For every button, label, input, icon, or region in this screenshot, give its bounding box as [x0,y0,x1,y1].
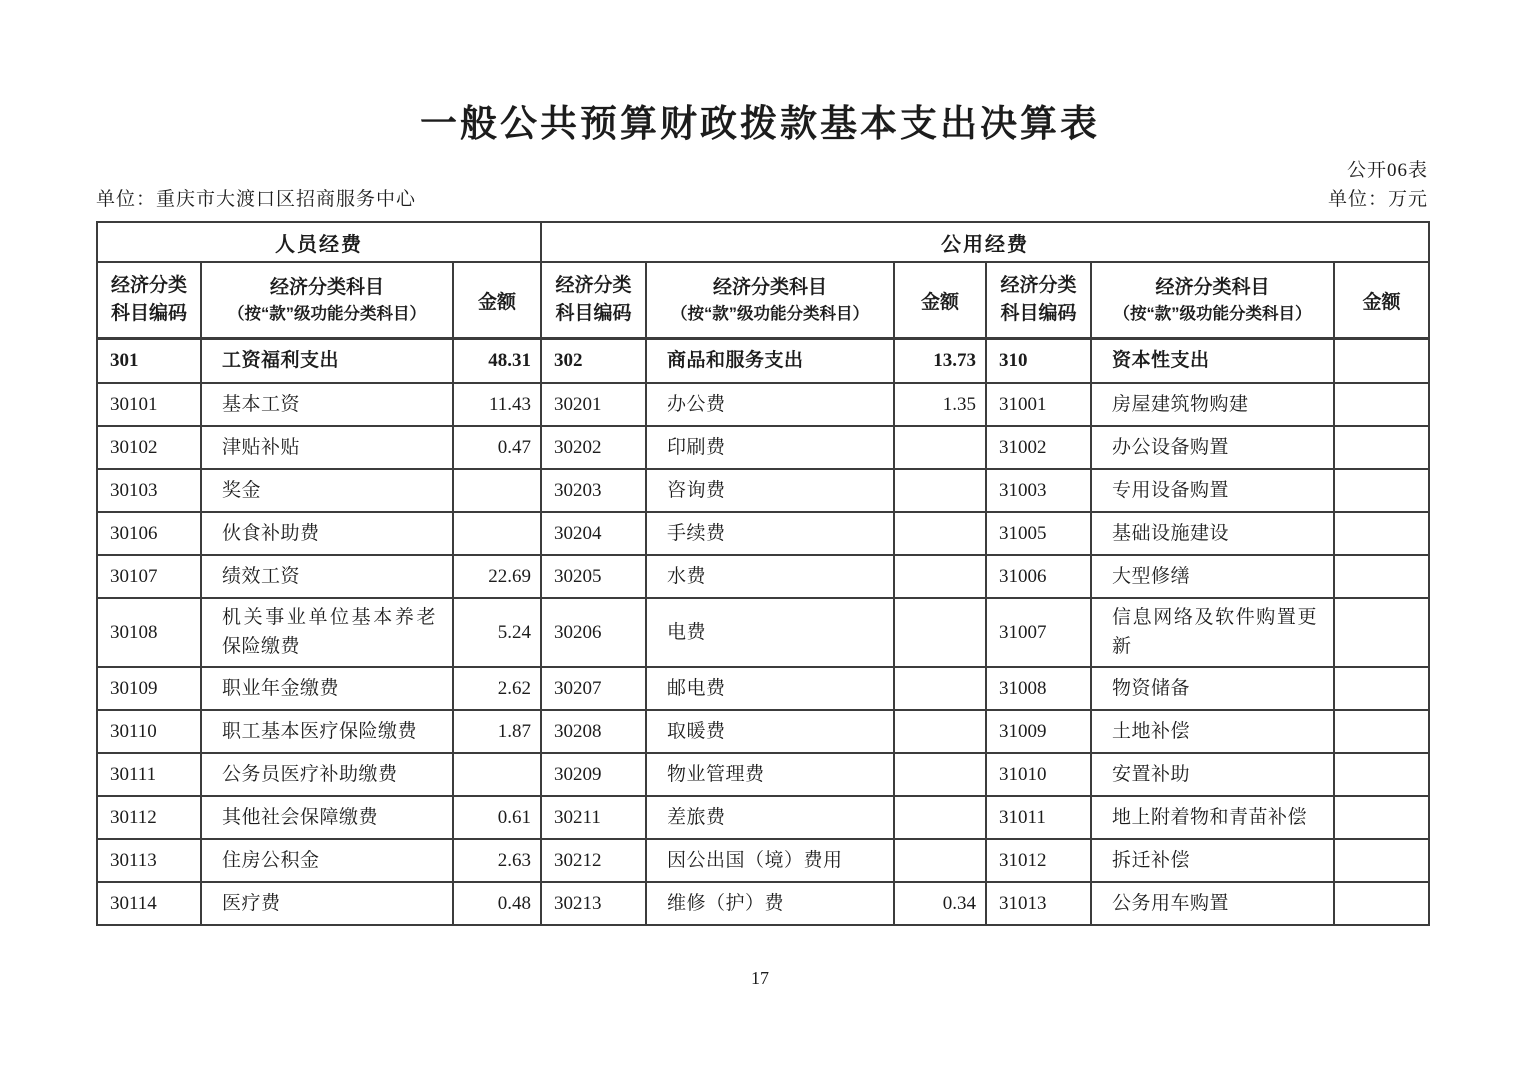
header-code-line2: 科目编码 [1000,303,1077,325]
code-cell: 31009 [986,710,1091,753]
amount-cell [894,839,986,882]
header-subject-line1: 经济分类科目 [713,277,828,299]
code-cell: 31002 [986,426,1091,469]
code-cell: 30206 [541,598,646,667]
code-cell: 30208 [541,710,646,753]
amount-cell [1334,753,1429,796]
header-subject [1091,262,1334,338]
table-number: 公开06表 [1346,160,1428,182]
subject-cell: 公务员医疗补助缴费 [201,753,453,796]
header-subject-line1: 经济分类科目 [269,277,384,299]
subject-cell: 基本工资 [201,383,453,426]
table-row [97,598,1429,667]
reporting-unit: 单位：重庆市大渡口区招商服务中心 [96,188,417,210]
table-row [97,469,1429,512]
amount-cell [1334,796,1429,839]
subject-cell: 津贴补贴 [201,426,453,469]
header-amount: 金额 [1334,262,1429,338]
subject-cell: 物资储备 [1091,667,1334,710]
code-cell: 30211 [541,796,646,839]
amount-cell [894,667,986,710]
subject-cell: 取暖费 [646,710,894,753]
code-cell: 30107 [97,555,201,598]
amount-cell [894,512,986,555]
subject-cell: 印刷费 [646,426,894,469]
group-header-personnel: 人员经费 [97,222,541,262]
code-cell: 30207 [541,667,646,710]
table-row [97,796,1429,839]
code-cell: 30114 [97,882,201,925]
code-cell: 30111 [97,753,201,796]
subject-cell: 邮电费 [646,667,894,710]
code-cell: 30202 [541,426,646,469]
section-total-row [97,338,1429,383]
subject-cell: 房屋建筑物购建 [1091,383,1334,426]
amount-cell [1334,338,1429,383]
table-row [97,555,1429,598]
header-amount: 金额 [453,262,541,338]
amount-cell: 1.35 [894,383,986,426]
amount-cell: 13.73 [894,338,986,383]
code-cell: 30113 [97,839,201,882]
meta-block [96,158,1428,213]
amount-cell [1334,839,1429,882]
amount-cell: 0.34 [894,882,986,925]
subject-cell: 物业管理费 [646,753,894,796]
header-code-line1: 经济分类 [1000,275,1077,297]
amount-cell [1334,882,1429,925]
subject-cell: 公务用车购置 [1091,882,1334,925]
subject-cell: 办公设备购置 [1091,426,1334,469]
header-subject-line1: 经济分类科目 [1155,277,1270,299]
amount-cell [894,796,986,839]
subject-cell: 手续费 [646,512,894,555]
subject-cell: 电费 [646,598,894,667]
code-cell: 31003 [986,469,1091,512]
amount-cell [894,598,986,667]
subject-cell: 机关事业单位基本养老保险缴费 [201,598,453,667]
code-cell: 31010 [986,753,1091,796]
amount-cell [1334,426,1429,469]
code-cell: 31008 [986,667,1091,710]
code-cell: 30212 [541,839,646,882]
amount-cell: 0.47 [453,426,541,469]
subject-cell: 拆迁补偿 [1091,839,1334,882]
code-cell: 310 [986,338,1091,383]
subject-cell: 专用设备购置 [1091,469,1334,512]
header-subject [201,262,453,338]
code-cell: 30213 [541,882,646,925]
subject-cell: 基础设施建设 [1091,512,1334,555]
code-cell: 31011 [986,796,1091,839]
subject-cell: 咨询费 [646,469,894,512]
header-code-line2: 科目编码 [555,303,632,325]
code-cell: 30205 [541,555,646,598]
code-cell: 30108 [97,598,201,667]
amount-cell [1334,667,1429,710]
table-row [97,753,1429,796]
code-cell: 30106 [97,512,201,555]
header-subject-line2: （按“款”级功能分类科目） [671,304,870,323]
code-cell: 30102 [97,426,201,469]
subject-cell: 职业年金缴费 [201,667,453,710]
code-cell: 301 [97,338,201,383]
table-row [97,667,1429,710]
amount-cell: 5.24 [453,598,541,667]
header-subject-line2: （按“款”级功能分类科目） [228,304,426,323]
header-code [541,262,646,338]
code-cell: 302 [541,338,646,383]
table-row [97,882,1429,925]
header-subject-line2: （按“款”级功能分类科目） [1113,304,1312,323]
header-code-line2: 科目编码 [110,303,187,325]
amount-cell [453,469,541,512]
code-cell: 31006 [986,555,1091,598]
subject-cell: 土地补偿 [1091,710,1334,753]
amount-cell [1334,383,1429,426]
subject-cell: 维修（护）费 [646,882,894,925]
amount-cell [894,555,986,598]
amount-cell: 22.69 [453,555,541,598]
subject-cell: 医疗费 [201,882,453,925]
table-body [97,338,1429,925]
code-cell: 30204 [541,512,646,555]
subject-cell: 工资福利支出 [201,338,453,383]
table-head [97,222,1429,338]
subject-cell: 职工基本医疗保险缴费 [201,710,453,753]
group-header-row [97,222,1429,262]
code-cell: 30203 [541,469,646,512]
code-cell: 30103 [97,469,201,512]
code-cell: 31012 [986,839,1091,882]
amount-cell [1334,598,1429,667]
header-code-line1: 经济分类 [110,275,187,297]
subject-cell: 大型修缮 [1091,555,1334,598]
subject-cell: 奖金 [201,469,453,512]
header-code-line1: 经济分类 [555,275,632,297]
table-row [97,426,1429,469]
amount-cell [894,710,986,753]
amount-cell [894,753,986,796]
code-cell: 30109 [97,667,201,710]
subject-cell: 商品和服务支出 [646,338,894,383]
subject-cell: 因公出国（境）费用 [646,839,894,882]
expenditure-table [96,221,1430,926]
column-header-row [97,262,1429,338]
amount-cell: 0.48 [453,882,541,925]
amount-cell: 0.61 [453,796,541,839]
currency-unit: 单位：万元 [1327,188,1428,210]
table-row [97,383,1429,426]
amount-cell [1334,710,1429,753]
amount-cell: 2.62 [453,667,541,710]
unit-row [96,187,1428,214]
subject-cell: 资本性支出 [1091,338,1334,383]
amount-cell [453,512,541,555]
amount-cell [453,753,541,796]
group-header-public: 公用经费 [541,222,1429,262]
table-row [97,839,1429,882]
code-cell: 30110 [97,710,201,753]
code-cell: 31013 [986,882,1091,925]
code-cell: 30209 [541,753,646,796]
subject-cell: 地上附着物和青苗补偿 [1091,796,1334,839]
amount-cell [894,426,986,469]
page-number: 17 [751,968,769,989]
subject-cell: 住房公积金 [201,839,453,882]
amount-cell: 48.31 [453,338,541,383]
header-code [986,262,1091,338]
page-title: 一般公共预算财政拨款基本支出决算表 [420,103,1100,144]
table-row [97,710,1429,753]
amount-cell: 2.63 [453,839,541,882]
header-amount: 金额 [894,262,986,338]
subject-cell: 差旅费 [646,796,894,839]
code-cell: 30112 [97,796,201,839]
amount-cell: 1.87 [453,710,541,753]
code-cell: 31005 [986,512,1091,555]
header-code [97,262,201,338]
amount-cell [894,469,986,512]
subject-cell: 安置补助 [1091,753,1334,796]
header-subject [646,262,894,338]
subject-cell: 其他社会保障缴费 [201,796,453,839]
subject-cell: 绩效工资 [201,555,453,598]
code-cell: 31001 [986,383,1091,426]
table-row [97,512,1429,555]
amount-cell [1334,512,1429,555]
code-cell: 30201 [541,383,646,426]
amount-cell: 11.43 [453,383,541,426]
amount-cell [1334,469,1429,512]
subject-cell: 信息网络及软件购置更新 [1091,598,1334,667]
amount-cell [1334,555,1429,598]
subject-cell: 水费 [646,555,894,598]
subject-cell: 办公费 [646,383,894,426]
subject-cell: 伙食补助费 [201,512,453,555]
code-cell: 31007 [986,598,1091,667]
code-cell: 30101 [97,383,201,426]
